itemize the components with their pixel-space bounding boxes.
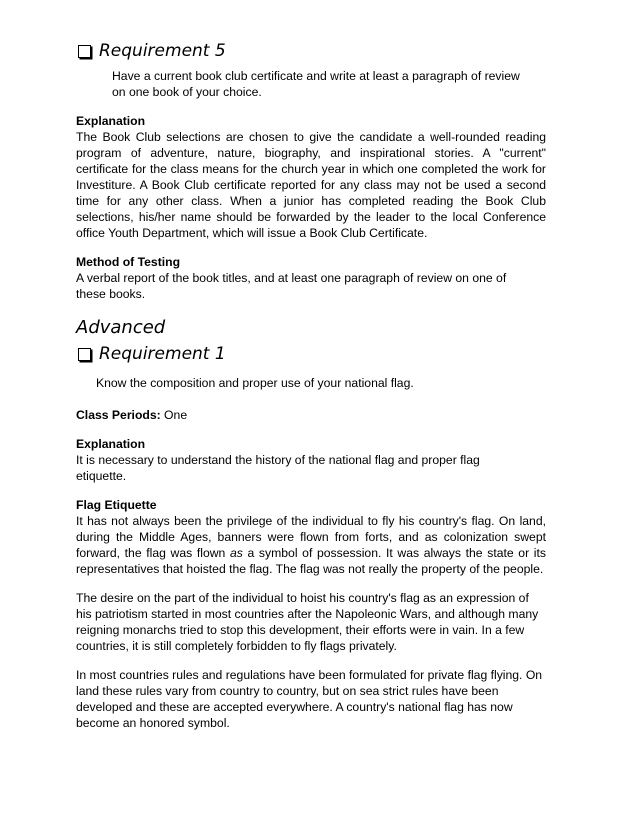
flag-etiquette-paragraph-2: The desire on the part of the individual to hoist his country's flag as an expression of his patriotism started in most countries after the Napoleonic Wars, and although many reigning monarchs tried to stop this development, their efforts were in vain. In a few countries, it is still completely forbidden to fly flags privately. bbox=[76, 591, 539, 653]
explanation-text-2: It is necessary to understand the history of the national flag and proper flag etiquette. bbox=[76, 453, 480, 483]
requirement-1-heading bbox=[78, 341, 546, 367]
document-page bbox=[76, 38, 546, 731]
class-periods bbox=[76, 407, 546, 423]
requirement-5-text: Have a current book club certificate and write at least a paragraph of review on one book of your choice. bbox=[112, 69, 520, 99]
paragraph-1-part-a: It has not always been the privilege of the individual to fly his country's flag. On land, during the Middle Ages, banners were flown from forts, and as colonization swept forward, the flag was flown bbox=[76, 514, 546, 560]
requirement-1-title: Requirement 1 bbox=[99, 344, 226, 364]
checkbox-icon bbox=[78, 45, 91, 58]
method-of-testing-heading: Method of Testing bbox=[76, 255, 181, 269]
class-periods-value: One bbox=[160, 408, 188, 422]
requirement-1-text: Know the composition and proper use of your national flag. bbox=[96, 376, 414, 390]
paragraph-1-part-b: a symbol of possession. It was always the state or its representatives that hoisted the flag. The flag was not really the property of the people. bbox=[76, 546, 546, 576]
paragraph-1-emphasis: as bbox=[229, 546, 243, 560]
advanced-title: Advanced bbox=[76, 317, 166, 338]
checkbox-icon bbox=[78, 348, 91, 361]
requirement-5-title: Requirement 5 bbox=[99, 41, 226, 61]
explanation-text: The Book Club selections are chosen to give the candidate a well-rounded reading program of adventure, nature, biography, and inspirational stories. A "current" certificate for the class means for the church year in which one completed the work for Investiture. A Book Club certificate reported for any class may not be used a second time for any other class. When a junior has completed reading the Book Club selections, his/her name should be forwarded by the leader to the local Conference office Youth Department, which will issue a Book Club Certificate. bbox=[76, 130, 546, 240]
flag-etiquette-heading: Flag Etiquette bbox=[76, 498, 157, 512]
class-periods-label: Class Periods: bbox=[76, 408, 161, 422]
requirement-5-heading bbox=[78, 38, 546, 64]
method-of-testing-text: A verbal report of the book titles, and at least one paragraph of review on one of these books. bbox=[76, 271, 507, 301]
explanation-heading: Explanation bbox=[76, 114, 146, 128]
explanation-heading-2: Explanation bbox=[76, 437, 146, 451]
flag-etiquette-paragraph-1 bbox=[76, 513, 546, 577]
flag-etiquette-paragraph-3: In most countries rules and regulations have been formulated for private flag flying. On land these rules vary from country to country, but on sea strict rules have been developed and these are accepted everywhere. A country's national flag has now become an honored symbol. bbox=[76, 668, 543, 730]
